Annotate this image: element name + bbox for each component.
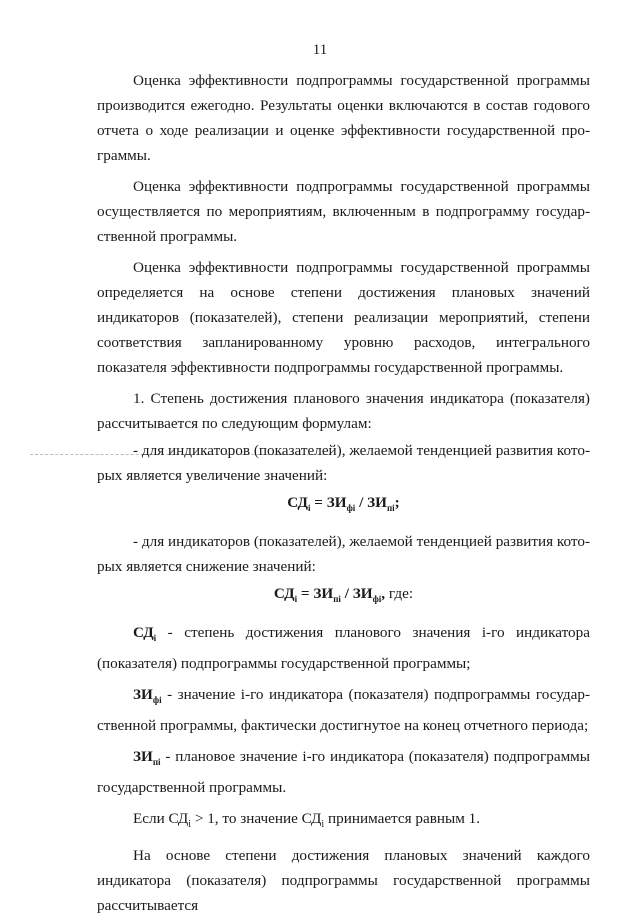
paragraph-cap-rule: Если $СД_i > 1$, то значение $СД_i$ принимается равным 1. (133, 810, 481, 831)
definition-zi-plan: $ЗИ_{пi}$ - плановое значение i-го индикатора (показателя) подпрограммы государственной программы. (97, 748, 590, 797)
formula-decrease: $СД_i = ЗИ_{пi} / ЗИ_{фi}$, где: (273, 585, 414, 605)
paragraph-annual-evaluation: Оценка эффективности подпрограммы государственной программы производится ежегодно. Результаты оценки включаются в состав годового отчета о ходе реализации и оценке эффективности государственной программы. (97, 72, 590, 164)
paragraph-achievement-degree: 1. Степень достижения планового значения индикатора (показателя) рассчитывается по следующим формулам: (97, 390, 590, 432)
paragraph-by-activities: Оценка эффективности подпрограммы государственной программы осуществляется по мероприятиям, включенным в подпрограмму государственной программы. (97, 178, 590, 245)
document-body (97, 68, 590, 924)
formula-increase: $СД_i = ЗИ_{фi} / ЗИ_{пi}$; (287, 494, 400, 514)
paragraph-decrease-case: - для индикаторов (показателей), желаемой тенденцией развития которых является снижение значений: (97, 533, 590, 576)
page-number: 11 (312, 42, 328, 58)
definition-zi-fact: $ЗИ_{фi}$ - значение i-го индикатора (показателя) подпрограммы государственной программы, фактически достигнутое на конец отчетного периода; (97, 686, 590, 735)
definition-sd: $СД_i$ - степень достижения планового значения i-го индикатора (показателя) подпрограммы государственной программы; (97, 624, 590, 673)
paragraph-evaluation-basis: Оценка эффективности подпрограммы государственной программы определяется на основе степени достижения плановых значений индикаторов (показателей), степени реализации мероприятий, степени соответствия запланированному уровню расходов, интегрального показателя эффективности подпрограммы государственной программы. (97, 259, 590, 376)
paragraph-increase-case: - для индикаторов (показателей), желаемой тенденцией развития которых является увеличение значений: (97, 442, 590, 484)
paragraph-continuation: На основе степени достижения плановых значений каждого индикатора (показателя) подпрограммы государственной программы рассчитывается (97, 847, 590, 915)
